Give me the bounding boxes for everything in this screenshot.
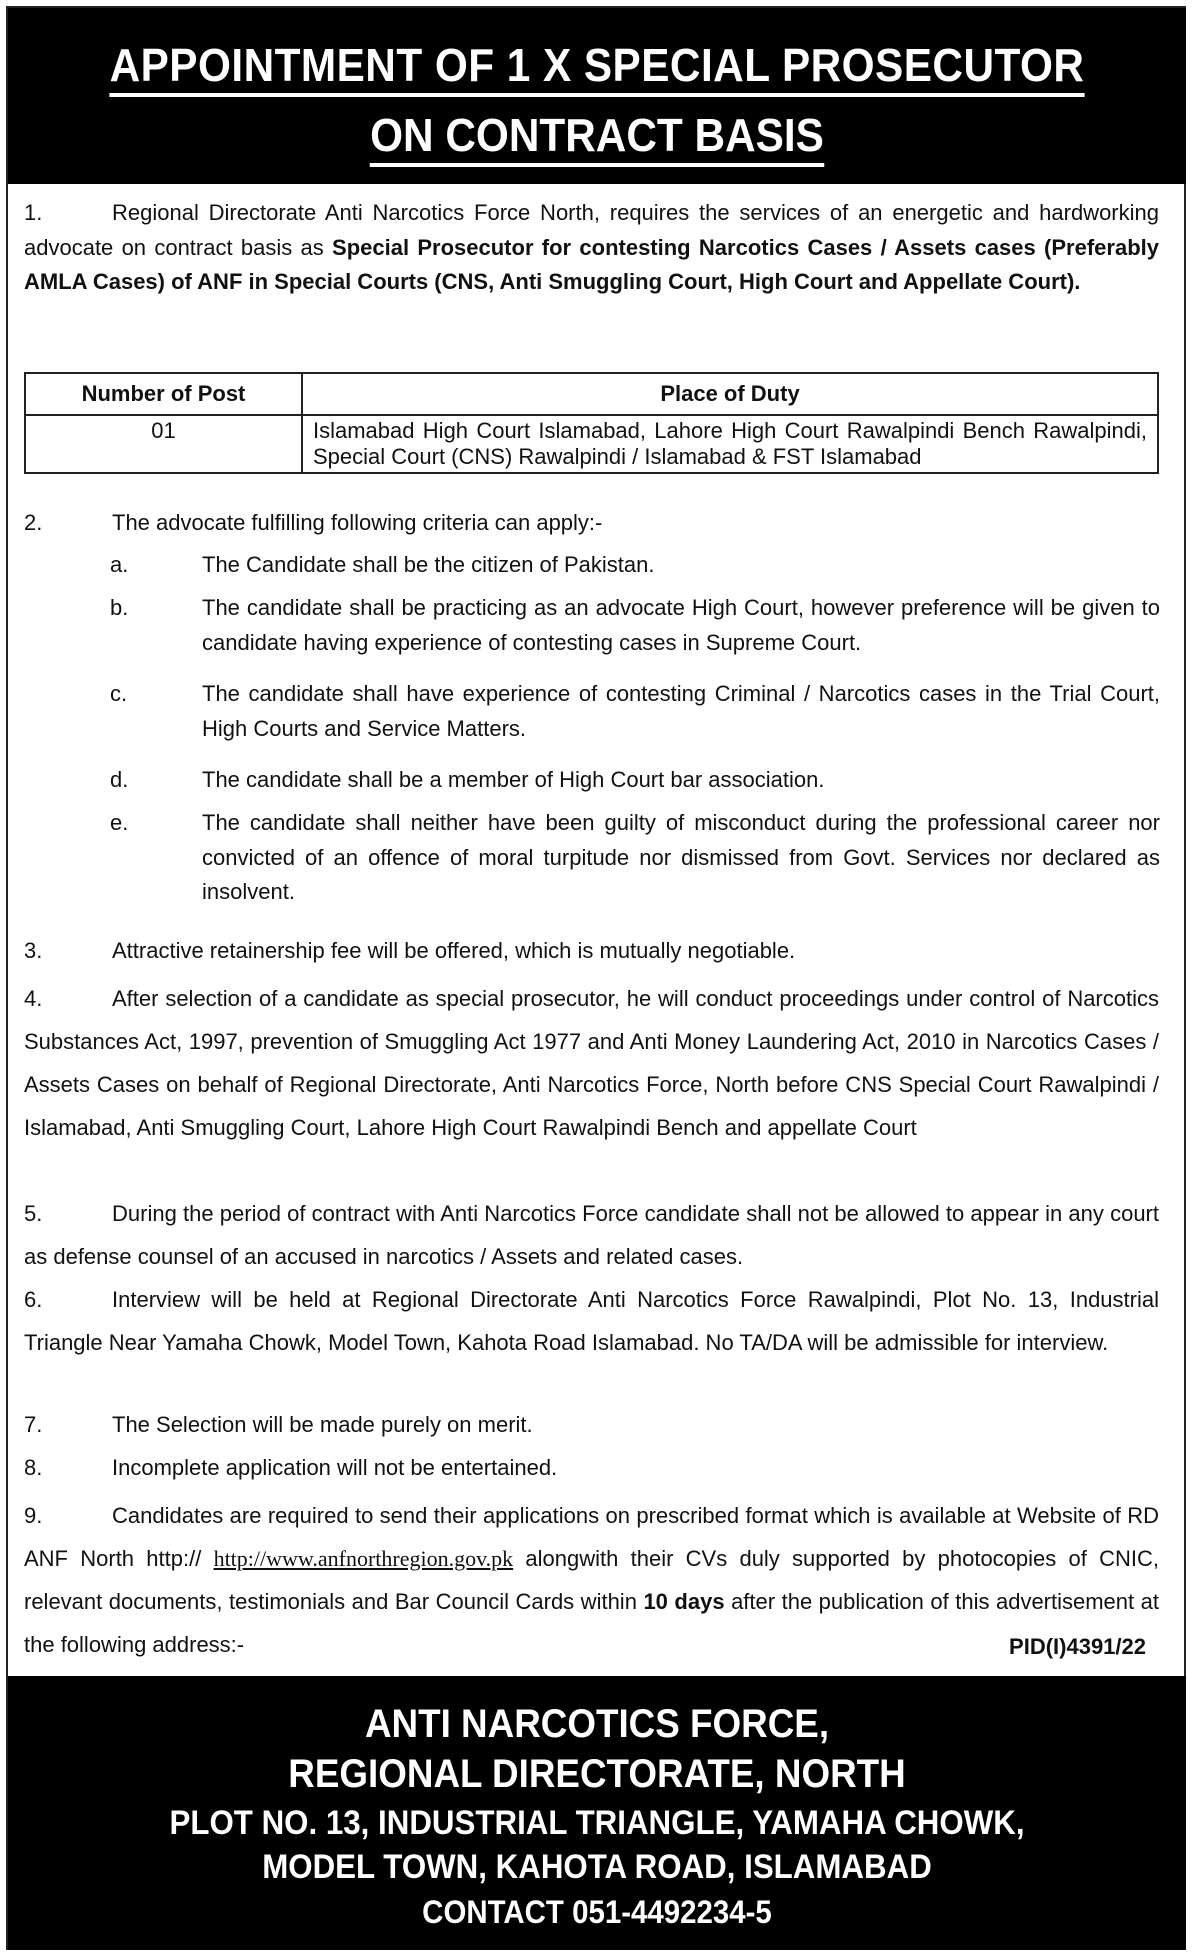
organization-name: ANTI NARCOTICS FORCE, (364, 1702, 830, 1746)
pid-number: PID(I)4391/22 (1009, 1634, 1146, 1659)
criterion-b (110, 591, 1160, 660)
title-line-2: ON CONTRACT BASIS (370, 109, 824, 167)
paragraph-number: 8. (24, 1455, 43, 1480)
criterion-text: The candidate shall neither have been guilty of misconduct during the professional career nor convicted of an offence of moral turpitude nor dismissed from Govt. Services nor declared as insolvent. (202, 810, 1160, 904)
cell-number-of-post: 01 (25, 415, 302, 473)
paragraph-number: 1. (24, 200, 43, 225)
website-link[interactable]: http://www.anfnorthregion.gov.pk (213, 1546, 514, 1571)
posts-table (24, 372, 1159, 474)
paragraph-text: The Selection will be made purely on merit. (112, 1412, 533, 1437)
criterion-text: The candidate shall have experience of contesting Criminal / Narcotics cases in the Trial Court, High Courts and Service Matters. (202, 681, 1160, 741)
column-header-place-of-duty: Place of Duty (302, 373, 1158, 415)
paragraph-9 (24, 1494, 1159, 1666)
paragraph-number: 2. (24, 510, 43, 535)
title-banner (8, 8, 1186, 184)
paragraph-2 (24, 506, 1159, 541)
paragraph-6 (24, 1278, 1159, 1364)
criterion-text: The Candidate shall be the citizen of Pakistan. (202, 552, 655, 577)
paragraph-number: 5. (24, 1201, 43, 1226)
paragraph-number: 9. (24, 1503, 43, 1528)
criterion-text: The candidate shall be practicing as an advocate High Court, however preference will be given to candidate having experience of contesting cases in Supreme Court. (202, 595, 1160, 655)
criterion-letter: c. (110, 681, 128, 706)
paragraph-number: 3. (24, 938, 43, 963)
criterion-letter: b. (110, 595, 129, 620)
paragraph-number: 6. (24, 1287, 43, 1312)
paragraph-text: Interview will be held at Regional Directorate Anti Narcotics Force Rawalpindi, Plot No. 13, Industrial Triangle Near Yamaha Chowk, Model Town, Kahota Road Islamabad. No TA/DA will be admissible for interview. (24, 1287, 1159, 1355)
criterion-letter: d. (110, 767, 129, 792)
table-row (25, 415, 1158, 473)
criterion-a (110, 548, 1160, 583)
cell-place-of-duty: Islamabad High Court Islamabad, Lahore High Court Rawalpindi Bench Rawalpindi, Special Court (CNS) Rawalpindi / Islamabad & FST Islamabad (302, 415, 1158, 473)
deadline-bold-text: 10 days (643, 1589, 725, 1614)
paragraph-4 (24, 977, 1159, 1149)
paragraph-text: after the publication of this advertisement at the following address:- (24, 1589, 1159, 1657)
column-header-number-of-post: Number of Post (25, 373, 302, 415)
paragraph-5 (24, 1192, 1159, 1278)
paragraph-7 (24, 1408, 1159, 1443)
paragraph-bold-text: Special Prosecutor for contesting Narcotics Cases / Assets cases (Preferably AMLA Cases) of ANF in Special Courts (CNS, Anti Smuggling Court, High Court and Appellate Court). (24, 234, 1159, 294)
paragraph-number: 4. (24, 986, 43, 1011)
table-header-row (25, 373, 1158, 415)
criterion-d (110, 763, 1160, 798)
paragraph-text: After selection of a candidate as special prosecutor, he will conduct proceedings under control of Narcotics Substances Act, 1997, prevention of Smuggling Act 1977 and Anti Money Laundering Act, 2010 in Narcotics Cases / Assets Cases on behalf of Regional Directorate, Anti Narcotics Force, North before CNS Special Court Rawalpindi / Islamabad, Anti Smuggling Court, Lahore High Court Rawalpindi Bench and appellate Court (24, 986, 1159, 1140)
address-banner (8, 1676, 1186, 1950)
paragraph-text: Candidates are required to send their applications on prescribed format which is available at Website of RD ANF North http:// (24, 1503, 1159, 1571)
contact-number: CONTACT 051-4492234-5 (422, 1894, 772, 1930)
paragraph-3 (24, 934, 1159, 969)
address-line-2: MODEL TOWN, KAHOTA ROAD, ISLAMABAD (262, 1848, 932, 1886)
address-line-1: PLOT NO. 13, INDUSTRIAL TRIANGLE, YAMAHA CHOWK, (169, 1804, 1025, 1842)
paragraph-text: Attractive retainership fee will be offered, which is mutually negotiable. (112, 938, 796, 963)
paragraph-8 (24, 1451, 1159, 1486)
criterion-c (110, 677, 1160, 746)
title-line-1: APPOINTMENT OF 1 X SPECIAL PROSECUTOR (110, 39, 1085, 97)
paragraph-1 (24, 196, 1159, 300)
directorate-name: REGIONAL DIRECTORATE, NORTH (288, 1752, 906, 1796)
paragraph-number: 7. (24, 1412, 43, 1437)
criterion-text: The candidate shall be a member of High Court bar association. (202, 767, 825, 792)
criterion-letter: a. (110, 552, 129, 577)
paragraph-text: alongwith their CVs duly supported by photocopies of CNIC, relevant documents, testimonials and Bar Council Cards within (24, 1546, 1159, 1614)
paragraph-text: Regional Directorate Anti Narcotics Force North, requires the services of an energetic and hardworking advocate on contract basis as (24, 200, 1159, 260)
criterion-e (110, 806, 1160, 910)
criterion-letter: e. (110, 810, 129, 835)
paragraph-text: The advocate fulfilling following criteria can apply:- (112, 510, 603, 535)
paragraph-text: Incomplete application will not be entertained. (112, 1455, 558, 1480)
paragraph-text: During the period of contract with Anti Narcotics Force candidate shall not be allowed to appear in any court as defense counsel of an accused in narcotics / Assets and related cases. (24, 1201, 1159, 1269)
